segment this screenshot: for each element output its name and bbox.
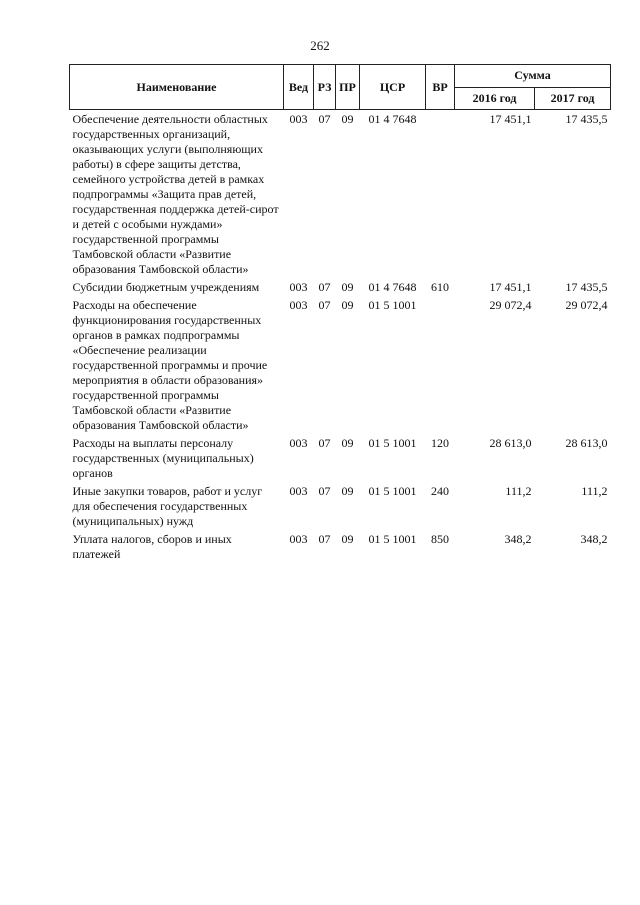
header-name: Наименование <box>70 65 284 110</box>
header-rz: РЗ <box>314 65 336 110</box>
row-vr: 610 <box>431 280 449 294</box>
table-row <box>70 532 611 565</box>
row-amount-2017: 111,2 <box>581 484 608 498</box>
table-row <box>70 280 611 298</box>
row-name: Иные закупки товаров, работ и услуг для обеспечения государственных (муниципальных) нужд <box>72 484 263 528</box>
table-row <box>70 298 611 436</box>
row-pr: 09 <box>341 112 354 126</box>
row-rz: 07 <box>318 532 331 546</box>
row-name: Обеспечение деятельности областных государственных организаций, оказывающих услуги (выполняющих работы) в сфере защиты детства, семейного устройства детей в рамках подпрограммы «Защита прав детей, государственная поддержка детей-сирот и детей с особыми нуждами» государственной программы Тамбовской области «Развитие образования Тамбовской области» <box>72 112 279 276</box>
header-ved: Вед <box>284 65 314 110</box>
row-rz: 07 <box>318 484 331 498</box>
row-amount-2017: 17 435,5 <box>565 112 608 126</box>
row-ved: 003 <box>289 532 308 546</box>
row-csr: 01 5 1001 <box>368 484 417 498</box>
row-amount-2016: 17 451,1 <box>489 112 532 126</box>
row-rz: 07 <box>318 280 331 294</box>
row-ved: 003 <box>289 280 308 294</box>
header-year-2016: 2016 год <box>455 87 535 110</box>
row-vr <box>426 298 455 436</box>
header-csr: ЦСР <box>360 65 426 110</box>
row-vr <box>426 110 455 281</box>
row-pr: 09 <box>341 532 354 546</box>
header-pr: ПР <box>336 65 360 110</box>
row-amount-2016: 29 072,4 <box>489 298 532 312</box>
row-csr: 01 5 1001 <box>368 298 417 312</box>
row-name: Расходы на обеспечение функционирования государственных органов в рамках подпрограммы «Обеспечение реализации государственной программы и прочие мероприятия в области образования» государственной программы Тамбовской области «Развитие образования Тамбовской области» <box>72 298 268 432</box>
row-amount-2017: 17 435,5 <box>565 280 608 294</box>
row-name: Субсидии бюджетным учреждениям <box>72 280 260 294</box>
page-number: 262 <box>310 38 330 53</box>
row-pr: 09 <box>341 484 354 498</box>
row-pr: 09 <box>341 298 354 312</box>
row-pr: 09 <box>341 280 354 294</box>
table-row <box>70 484 611 532</box>
table-row <box>70 110 611 281</box>
row-ved: 003 <box>289 436 308 450</box>
row-ved: 003 <box>289 484 308 498</box>
table-body <box>70 110 611 566</box>
row-csr: 01 5 1001 <box>368 436 417 450</box>
row-amount-2016: 111,2 <box>505 484 532 498</box>
row-amount-2016: 348,2 <box>504 532 532 546</box>
row-amount-2016: 17 451,1 <box>489 280 532 294</box>
row-vr: 850 <box>431 532 449 546</box>
table-header <box>70 65 611 110</box>
row-csr: 01 4 7648 <box>368 112 417 126</box>
row-ved: 003 <box>289 298 308 312</box>
row-csr: 01 5 1001 <box>368 532 417 546</box>
budget-table <box>69 64 611 565</box>
row-csr: 01 4 7648 <box>368 280 417 294</box>
header-vr: ВР <box>426 65 455 110</box>
row-vr: 240 <box>431 484 449 498</box>
table-row <box>70 436 611 484</box>
row-ved: 003 <box>289 112 308 126</box>
row-amount-2017: 29 072,4 <box>565 298 608 312</box>
row-amount-2017: 28 613,0 <box>565 436 608 450</box>
row-pr: 09 <box>341 436 354 450</box>
row-amount-2017: 348,2 <box>580 532 608 546</box>
row-amount-2016: 28 613,0 <box>489 436 532 450</box>
row-name: Уплата налогов, сборов и иных платежей <box>72 532 232 561</box>
header-year-2017: 2017 год <box>535 87 611 110</box>
row-rz: 07 <box>318 298 331 312</box>
row-rz: 07 <box>318 112 331 126</box>
row-name: Расходы на выплаты персоналу государственных (муниципальных) органов <box>72 436 254 480</box>
row-vr: 120 <box>431 436 449 450</box>
header-sum: Сумма <box>455 65 611 88</box>
row-rz: 07 <box>318 436 331 450</box>
